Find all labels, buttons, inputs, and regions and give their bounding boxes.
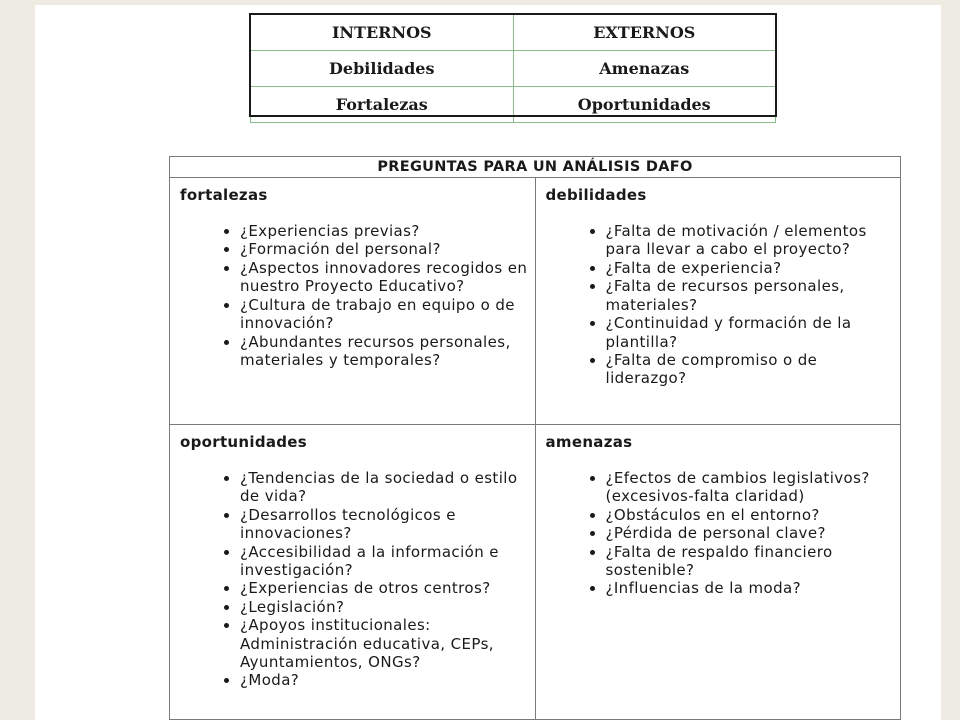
dafo-table — [169, 156, 901, 720]
list-item: • ¿Accesibilidad a la información e investigación? — [240, 543, 529, 580]
list-item: • ¿Pérdida de personal clave? — [606, 524, 895, 542]
table-cell: Debilidades — [251, 51, 514, 87]
list-item: • ¿Falta de compromiso o de liderazgo? — [606, 351, 895, 388]
quadrant-debilidades — [535, 178, 901, 425]
dafo-title: PREGUNTAS PARA UN ANÁLISIS DAFO — [170, 157, 901, 178]
table-row — [251, 51, 776, 87]
table-row — [251, 87, 776, 123]
list-item: • ¿Obstáculos en el entorno? — [606, 506, 895, 524]
list-item: • ¿Abundantes recursos personales, materiales y temporales? — [240, 333, 529, 370]
quadrant-heading: oportunidades — [180, 432, 308, 451]
list-item: • ¿Experiencias previas? — [240, 222, 529, 240]
table-cell: EXTERNOS — [513, 15, 776, 51]
quadrant-amenazas — [535, 424, 901, 719]
table-cell: INTERNOS — [251, 15, 514, 51]
quadrant-heading: fortalezas — [180, 186, 268, 205]
list-item: • ¿Influencias de la moda? — [606, 579, 895, 597]
list-item: • ¿Moda? — [240, 671, 529, 689]
question-list — [180, 469, 529, 690]
table-cell: Amenazas — [513, 51, 776, 87]
list-item: • ¿Desarrollos tecnológicos e innovaciones? — [240, 506, 529, 543]
quadrant-oportunidades — [170, 424, 536, 719]
table-row — [251, 15, 776, 51]
list-item: • ¿Falta de recursos personales, materiales? — [606, 277, 895, 314]
question-list — [546, 222, 895, 388]
list-item: • ¿Legislación? — [240, 598, 529, 616]
list-item: • ¿Cultura de trabajo en equipo o de innovación? — [240, 296, 529, 333]
question-list — [546, 469, 895, 598]
internal-external-table — [250, 14, 776, 123]
list-item: • ¿Continuidad y formación de la plantilla? — [606, 314, 895, 351]
list-item: • ¿Efectos de cambios legislativos?(excesivos-falta claridad) — [606, 469, 895, 506]
question-list — [180, 222, 529, 369]
list-item: • ¿Falta de experiencia? — [606, 259, 895, 277]
table-cell: Oportunidades — [513, 87, 776, 123]
list-item: • ¿Experiencias de otros centros? — [240, 579, 529, 597]
list-item: • ¿Tendencias de la sociedad o estilo de vida? — [240, 469, 529, 506]
quadrant-heading: debilidades — [545, 186, 647, 205]
list-item: • ¿Falta de motivación / elementos para llevar a cabo el proyecto? — [606, 222, 895, 259]
list-item: • ¿Formación del personal? — [240, 240, 529, 258]
list-item: • ¿Aspectos innovadores recogidos en nuestro Proyecto Educativo? — [240, 259, 529, 296]
list-item: • ¿Falta de respaldo financiero sostenible? — [606, 543, 895, 580]
table-cell: Fortalezas — [251, 87, 514, 123]
list-item: • ¿Apoyos institucionales: Administración educativa, CEPs, Ayuntamientos, ONGs? — [240, 616, 529, 671]
quadrant-fortalezas — [170, 178, 536, 425]
quadrant-heading: amenazas — [545, 432, 633, 451]
